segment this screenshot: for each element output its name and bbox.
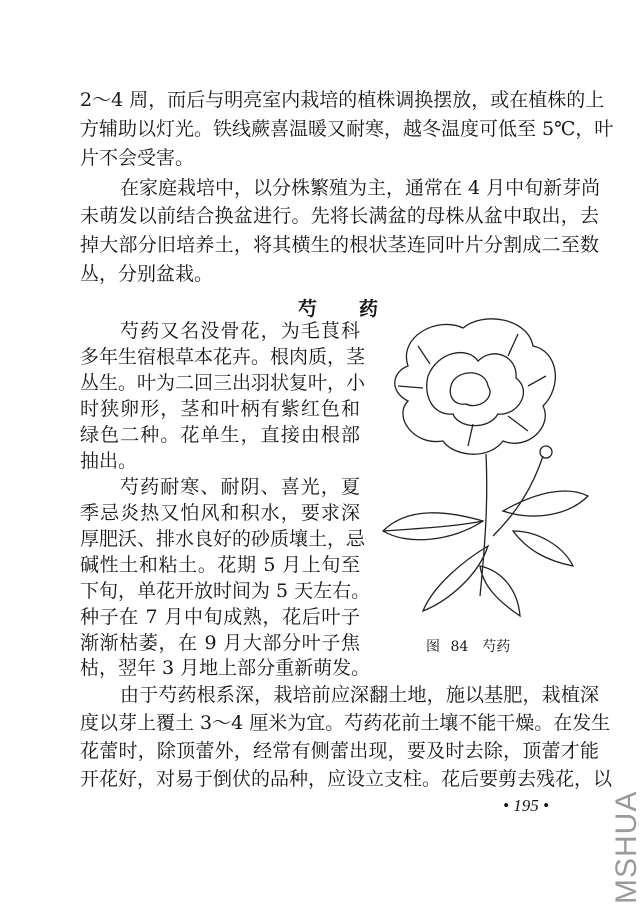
stems-and-leaves — [383, 446, 588, 616]
text-line: 方辅助以灯光。铁线蕨喜温暖又耐寒，越冬温度可低至 5℃，叶 — [80, 118, 614, 140]
text-line: 在家庭栽培中，以分株繁殖为主，通常在 4 月中旬新芽尚 — [120, 177, 601, 199]
text-line: 掉大部分旧培养土，将其横生的根状茎连同叶片分割成二至数 — [80, 234, 599, 256]
text-line: 种子在 7 月中旬成熟，花后叶子 — [80, 606, 360, 628]
text-line: 渐渐枯萎，在 9 月大部分叶子焦 — [80, 632, 360, 654]
text-line: 度以芽上覆土 3～4 厘米为宜。芍药花前土壤不能干燥。在发生 — [80, 712, 611, 734]
text-line: 花蕾时，除顶蕾外，经常有侧蕾出现，要及时去除，顶蕾才能 — [80, 740, 599, 762]
text-line: 多年生宿根草本花卉。根肉质，茎 — [80, 346, 366, 368]
text-line: 丛生。叶为二回三出羽状复叶，小 — [80, 372, 366, 394]
text-line: 芍药又名没骨花，为毛茛科 — [120, 320, 360, 342]
text-line: 下旬，单花开放时间为 5 天左右。 — [80, 580, 371, 602]
page-number: • 195 • — [503, 796, 549, 815]
text-line: 抽出。 — [80, 450, 138, 472]
text-line: 枯，翌年 3 月地上部分重新萌发。 — [80, 657, 371, 679]
text-line: 芍药耐寒、耐阴、喜光，夏 — [120, 476, 360, 498]
text-line: 开花好，对易于倒伏的品种，应设立支柱。花后要剪去残花，以 — [80, 768, 613, 790]
text-line: 片不会受害。 — [80, 147, 195, 169]
text-line: 2～4 周，而后与明亮室内栽培的植株调换摆放，或在植株的上 — [80, 89, 605, 111]
text-line: 绿色二种。花单生，直接由根部 — [80, 424, 360, 446]
section-title: 芍 药 — [298, 298, 378, 320]
figure-caption: 图 84 芍药 — [426, 639, 511, 655]
text-line: 未萌发以前结合换盆进行。先将长满盆的母株从盆中取出，去 — [80, 205, 599, 227]
text-line: 碱性土和粘土。花期 5 月上旬至 — [80, 554, 360, 576]
text-line: 由于芍药根系深，栽培前应深翻土地，施以基肥，栽植深 — [120, 684, 599, 706]
text-line: 时狭卵形，茎和叶柄有紫红色和 — [80, 398, 360, 420]
text-line: 季忌炎热又怕风和积水，要求深 — [80, 502, 360, 524]
text-line: 丛，分别盆栽。 — [80, 263, 214, 285]
flower-head — [395, 319, 556, 454]
peony-illustration — [368, 306, 593, 626]
watermark: MSHUA — [610, 790, 643, 904]
text-line: 厚肥沃、排水良好的砂质壤土，忌 — [80, 528, 366, 550]
